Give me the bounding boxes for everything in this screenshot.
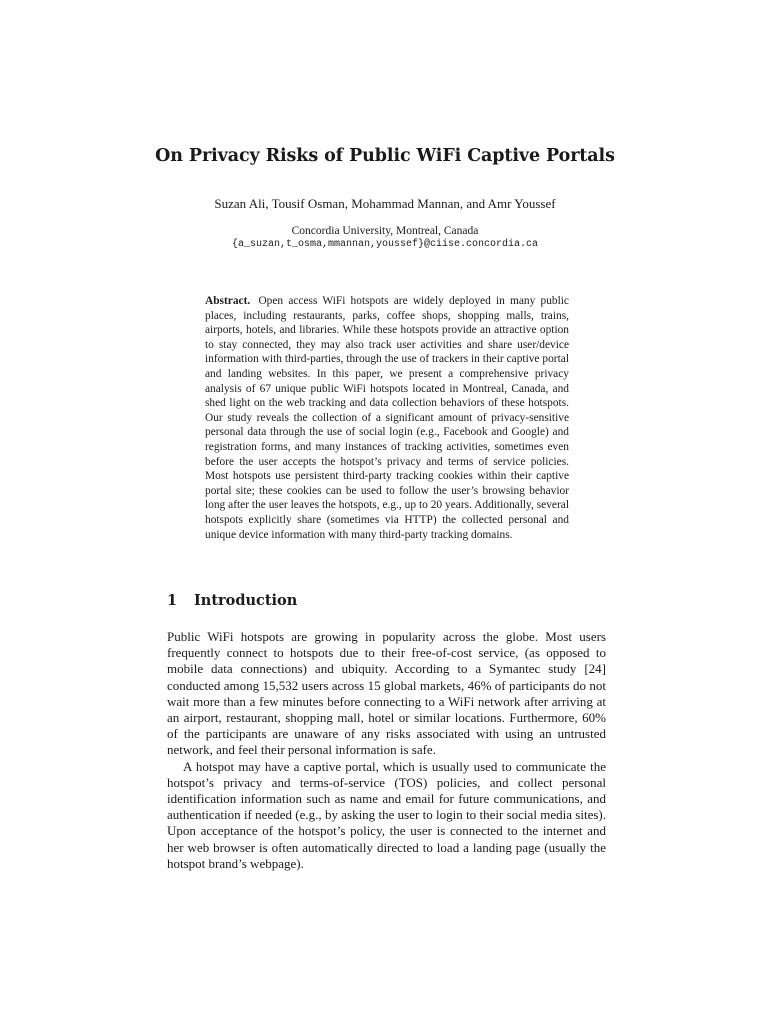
author-list: Suzan Ali, Tousif Osman, Mohammad Mannan, and Amr Youssef <box>214 196 556 211</box>
abstract-text: Open access WiFi hotspots are widely deployed in many public places, including restaurants, parks, coffee shops, shopping malls, trains, airports, hotels, and libraries. While these hotspots provide an attractive option to stay connected, they may also track user activities and share user/device information with third-parties, through the use of trackers in their captive portal and landing websites. In this paper, we present a comprehensive privacy analysis of 67 unique public WiFi hotspots located in Montreal, Canada, and shed light on the web tracking and data collection behaviors of these hotspots. Our study reveals the collection of a significant amount of privacy-sensitive personal data through the use of social login (e.g., Facebook and Google) and registration forms, and many instances of tracking activities, sometimes even before the user accepts the hotspot’s privacy and terms of service policies. Most hotspots use persistent third-party tracking cookies within their captive portal site; these cookies can be used to follow the user’s browsing behavior long after the user leaves the hotspots, e.g., up to 20 years. Additionally, several hotspots explicitly share (sometimes via HTTP) the collected personal and unique device information with many third-party tracking domains. <box>205 295 569 541</box>
section-title: Introduction <box>194 592 298 609</box>
section-number: 1 <box>167 592 178 609</box>
paragraph: A hotspot may have a captive portal, which is usually used to communicate the hotspot’s privacy and terms-of-service (TOS) policies, and collect personal identification information such as name and email for future communications, and authentication if needed (e.g., by asking the user to login to their social media sites). Upon acceptance of the hotspot’s policy, the user is connected to the internet and her web browser is often automatically directed to load a landing page (usually the hotspot brand’s webpage). <box>167 758 606 871</box>
section-heading-introduction <box>167 592 297 609</box>
abstract-label: Abstract. <box>205 295 251 307</box>
paper-title: On Privacy Risks of Public WiFi Captive Portals <box>155 146 615 166</box>
affiliation: Concordia University, Montreal, Canada <box>291 225 479 237</box>
abstract <box>205 294 569 542</box>
author-emails: {a_suzan,t_osma,mmannan,youssef}@ciise.concordia.ca <box>231 239 539 250</box>
section-body <box>167 629 606 872</box>
paragraph: Public WiFi hotspots are growing in popularity across the globe. Most users frequently connect to hotspots due to their free-of-cost service, (as opposed to mobile data connections) and ubiquity. According to a Symantec study [24] conducted among 15,532 users across 15 global markets, 46% of participants do not wait more than a few minutes before connecting to a WiFi network after arriving at an airport, restaurant, shopping mall, hotel or similar locations. Furthermore, 60% of the participants are unaware of any risks associated with using an untrusted network, and feel their personal information is safe. <box>167 629 606 758</box>
